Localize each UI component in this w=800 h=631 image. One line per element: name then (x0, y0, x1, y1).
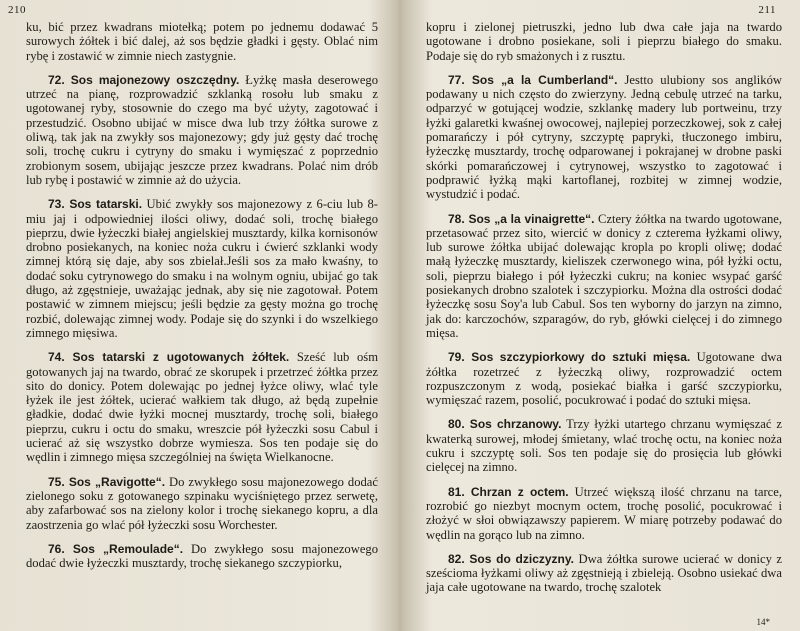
recipe-text: Sześć lub ośm gotowanych jaj na twardo, obrać ze skorupek i przetrzeć żółtka przez sito do donicy. Potem dolewając po jednej łyżce oliwy, wlać tyle łyżek ile jest żółtek, ucierać wałkiem tak długo, aż będą zupełnie gładkie, dodać dwie łyżki mocnej musztardy, trochę soli, białego pieprzu, cukru i octu do smaku, wreszcie pół łyżeczki sosu Cabul i ucierać aż się wszystko dobrze wymiesza. Sos ten podaje się do wędlin i zimnego mięsa szczególniej na święta Wielkanocne. (26, 350, 378, 465)
recipe-text: Do zwykłego sosu majonezowego dodać dwie łyżeczki musztardy, trochę siekanego szczypiorku, (26, 541, 379, 571)
right-page (400, 0, 800, 631)
recipe-title: 77. Sos „a la Cumberland“. (448, 72, 618, 87)
recipe-text: Trzy łyżki utartego chrzanu wymięszać z kwaterką surowej, młodej śmietany, wlać trochę octu, na koniec noża cukru i szczyptę soli. Sos ten podaje się do prosięcia lub główki cielęcej na zimno. (426, 417, 782, 475)
signature-mark: 14* (756, 617, 770, 627)
recipe-title: 72. Sos majonezowy oszczędny. (48, 72, 240, 87)
recipe-75 (26, 475, 378, 532)
recipe-title: 79. Sos szczypiorkowy do sztuki mięsa. (448, 350, 691, 365)
paragraph (426, 20, 782, 63)
recipe-title: 80. Sos chrzanowy. (448, 417, 562, 432)
recipe-74 (26, 350, 378, 464)
paragraph (26, 20, 378, 63)
recipe-text: Jestto ulubiony sos anglików podawany u nich często do zwierzyny. Jedną cebulę utrzeć na tarku, odparzyć w gotującej wodzie, szklankę madery lub portweinu, trzy łyżki galaretki kwaśnej owocowej, najlepiej porzeczkowej, sok z całej pomarańczy i pół cytryny, szczyptę papryki, tłuczonego imbiru, łyżeczkę musztardy, trochę odparowanej i pokrajanej w drobne paski skórki pomarańczowej i cytrynowej, wszystko to zagotować i podprawić łyżką mąki kartoflanej, rozbitej w zimnej wodzie, wystudzić i podać. (426, 72, 782, 202)
recipe-79 (426, 350, 782, 407)
recipe-80 (426, 417, 782, 474)
recipe-title: 82. Sos do dziczyzny. (448, 551, 574, 566)
recipe-title: 81. Chrzan z octem. (448, 484, 569, 499)
recipe-text: Ugotowane dwa żółtka rozetrzeć z łyżeczką oliwy, rozprowadzić octem rozpuszczonym z wodą, posiekać białka i garść szczypiorku, wymięszać razem, posolić, pocukrować i podać do sztuki mięsa. (426, 350, 782, 408)
paragraph-text: ku, bić przez kwadrans miotełką; potem po jednemu dodawać 5 surowych żółtek i bić dalej, aż sos będzie gładki i gęsty. Oblać nim rybę i zostawić w zimnie niech zastygnie. (26, 20, 378, 63)
recipe-title: 73. Sos tatarski. (48, 197, 143, 212)
recipe-72 (26, 73, 378, 187)
recipe-title: 74. Sos tatarski z ugotowanych żółtek. (48, 350, 290, 365)
recipe-title: 76. Sos „Remoulade“. (48, 541, 184, 556)
recipe-76 (26, 542, 378, 571)
paragraph-text: kopru i zielonej pietruszki, jedno lub dwa całe jaja na twardo ugotowane i drobno posiekane, soli i pieprzu białego do smaku. Podaje się do ryb smażonych i z rusztu. (426, 20, 782, 63)
recipe-text: Dwa żółtka surowe ucierać w donicy z sześcioma łyżkami oliwy aż zgęstnieją i zbieleją. Osobno usiekać dwa jaja całe ugotowane na twardo, trochę szalotek (426, 551, 782, 595)
page-number-right: 211 (758, 4, 776, 16)
recipe-73 (26, 197, 378, 340)
page-number-left: 210 (8, 4, 26, 16)
recipe-82 (426, 552, 782, 595)
recipe-81 (426, 485, 782, 542)
recipe-title: 78. Sos „a la vinaigrette“. (448, 211, 595, 226)
recipe-title: 75. Sos „Ravigotte“. (48, 474, 166, 489)
recipe-77 (426, 73, 782, 202)
recipe-text: Do zwykłego sosu majonezowego dodać zielonego soku z gotowanego szpinaku wyciśniętego przez serwetę, aby zafarbować sos na zielony kolor i trochę siekanego kopru, a dla zaostrzenia go wlać pół łyżeczki sosu Worchester. (26, 474, 378, 532)
recipe-text: Ubić zwykły sos majonezowy z 6-ciu lub 8-miu jaj i odpowiedniej ilości oliwy, dodać soli, trochę białego pieprzu, dwie łyżeczki białej angielskiej musztardy, kilka kornisonów drobno posiekanych, na koniec noża cukru i ćwierć szklanki wody zimnej którą się daje, aby sos zbielał.Jeśli sos za mało kwaśny, to dodać soku cytrynowego do smaku i na wolnym ogniu, ubijać go tak długo, aż zgęstnieje, uważając jednak, aby się nie zagotował. Potem postawić w zimnem miejscu; jeśli będzie za gęsty można go trochę rozbić, dolewając zimnej wody. Podaje się do szynki i do wszelkiego zimnego mięsiwa. (26, 197, 378, 340)
recipe-78 (426, 212, 782, 341)
recipe-text: Łyżkę masła deserowego utrzeć na pianę, rozprowadzić szklanką rosołu lub smaku z ugotowanej ryby, stosownie do czego ma być użyty, zagotować i przestudzić. Osobno ubijać w misce dwa lub trzy żółtka surowe z oliwą, tak jak na zwykły sos majonezowy; gdy już gęsty dać trochę soli, trochę cukru i cytryny do smaku i wymięszać z poprzednio zrobionym sosem, ubijając jeszcze przez kwadrans. Polać nim drób lub rybę i postawić w zimnie aż do użycia. (26, 72, 379, 187)
recipe-text: Utrzeć większą ilość chrzanu na tarce, rozrobić go niezbyt mocnym octem, trochę posolić, pocukrować i złożyć w słoi obwiązawszy papierem. W miarę potrzeby podawać do wędlin na gorąco lub na zimno. (426, 484, 782, 542)
recipe-text: Cztery żółtka na twardo ugotowane, przetasować przez sito, wiercić w donicy z czterema łyżkami oliwy, lub surowe żółtka ubijać dolewając kropla po kropli oliwę; dodać małą łyżeczkę musztardy, kieliszek czerwonego wina, pół łyżki octu, soli, pieprzu białego i pół łyżeczki cukru; na koniec wsypać garść posiekanych drobno szalotek i szczypiorku. Można dla ostrości dodać łyżeczkę sosu Soy'a lub Cabul. Sos ten wyborny do jarzyn na zimno, jak do: karczochów, szparagów, do ryb, główki cielęcej i do zimnego mięsa. (426, 211, 782, 340)
